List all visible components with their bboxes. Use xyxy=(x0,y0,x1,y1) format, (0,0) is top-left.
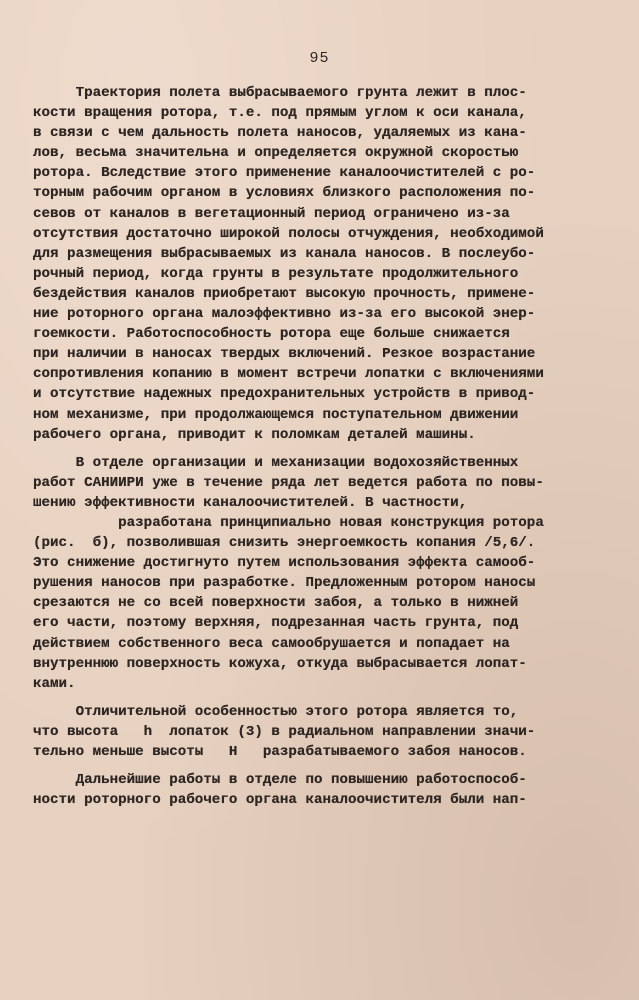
text-line: отсутствия достаточно широкой полосы отчуждения, необходимой xyxy=(33,225,544,242)
text-line: его части, поэтому верхняя, подрезанная часть грунта, под xyxy=(33,615,519,632)
paragraph-gap xyxy=(33,762,533,770)
text-line: и отсутствие надежных предохранительных устройств в привод- xyxy=(33,386,536,403)
text-line: бездействия каналов приобретают высокую прочность, примене- xyxy=(33,285,536,302)
body-text xyxy=(33,83,544,810)
paragraph xyxy=(33,770,533,810)
paragraph-gap xyxy=(33,445,533,453)
paragraph xyxy=(33,453,544,694)
text-line: действием собственного веса самообрушается и попадает на xyxy=(33,635,510,652)
paragraph xyxy=(33,702,536,762)
text-line: ние роторного органа малоэффективно из-за его высокой энер- xyxy=(33,306,536,323)
text-line: срезаются не со всей поверхности забоя, а только в нижней xyxy=(33,595,519,612)
text-line: Траектория полета выбрасываемого грунта лежит в плос- xyxy=(33,85,527,101)
text-line: при наличии в наносах твердых включений. Резкое возрастание xyxy=(33,346,536,363)
text-line: для размещения выбрасываемых из канала наносов. В послеубо- xyxy=(33,245,536,262)
text-line: тельно меньше высоты H разрабатываемого забоя наносов. xyxy=(33,744,527,760)
text-line: сопротивления копанию в момент встречи лопатки с включениями xyxy=(33,366,544,383)
text-line: лов, весьма значительна и определяется окружной скоростью xyxy=(33,145,519,162)
page-number: 95 xyxy=(309,50,330,67)
text-line: В отделе организации и механизации водохозяйственных xyxy=(33,454,519,471)
text-line: (рис. б), позволившая снизить энергоемкость копания /5,6/. xyxy=(33,535,536,552)
text-line: что высота h лопаток (3) в радиальном направлении значи- xyxy=(33,723,536,740)
text-line: торным рабочим органом в условиях близкого расположения по- xyxy=(33,185,536,202)
text-line: внутреннюю поверхность кожуха, откуда выбрасывается лопат- xyxy=(33,655,527,672)
text-line: рабочего органа, приводит к поломкам деталей машины. xyxy=(33,426,476,443)
text-line: рочный период, когда грунты в результате продолжительного xyxy=(33,265,519,282)
text-line: ками. xyxy=(33,675,76,692)
text-line: ном механизме, при продолжающемся поступательном движении xyxy=(33,406,519,423)
text-line: Это снижение достигнуто путем использования эффекта самооб- xyxy=(33,555,536,572)
text-line: разработана принципиально новая конструкция ротора xyxy=(33,514,544,531)
text-line: гоемкости. Работоспособность ротора еще больше снижается xyxy=(33,326,510,343)
paragraph-gap xyxy=(33,694,533,702)
text-line: ротора. Вследствие этого применение каналоочистителей с ро- xyxy=(33,165,536,182)
text-line: работ САНИИРИ уже в течение ряда лет ведется работа по повы- xyxy=(33,474,544,491)
text-line: рушения наносов при разработке. Предложенным ротором наносы xyxy=(33,575,536,592)
text-line: Дальнейшие работы в отделе по повышению работоспособ- xyxy=(33,772,527,789)
text-line: Отличительной особенностью этого ротора является то, xyxy=(33,703,519,720)
text-line: кости вращения ротора, т.е. под прямым углом к оси канала, xyxy=(33,105,527,122)
text-line: в связи с чем дальность полета наносов, удаляемых из кана- xyxy=(33,125,527,142)
text-line: севов от каналов в вегетационный период ограничено из-за xyxy=(33,205,510,222)
text-line: шению эффективности каналоочистителей. В частности, xyxy=(33,494,468,511)
text-line: ности роторного рабочего органа каналоочистителя были нап- xyxy=(33,792,527,809)
paragraph xyxy=(33,83,544,445)
